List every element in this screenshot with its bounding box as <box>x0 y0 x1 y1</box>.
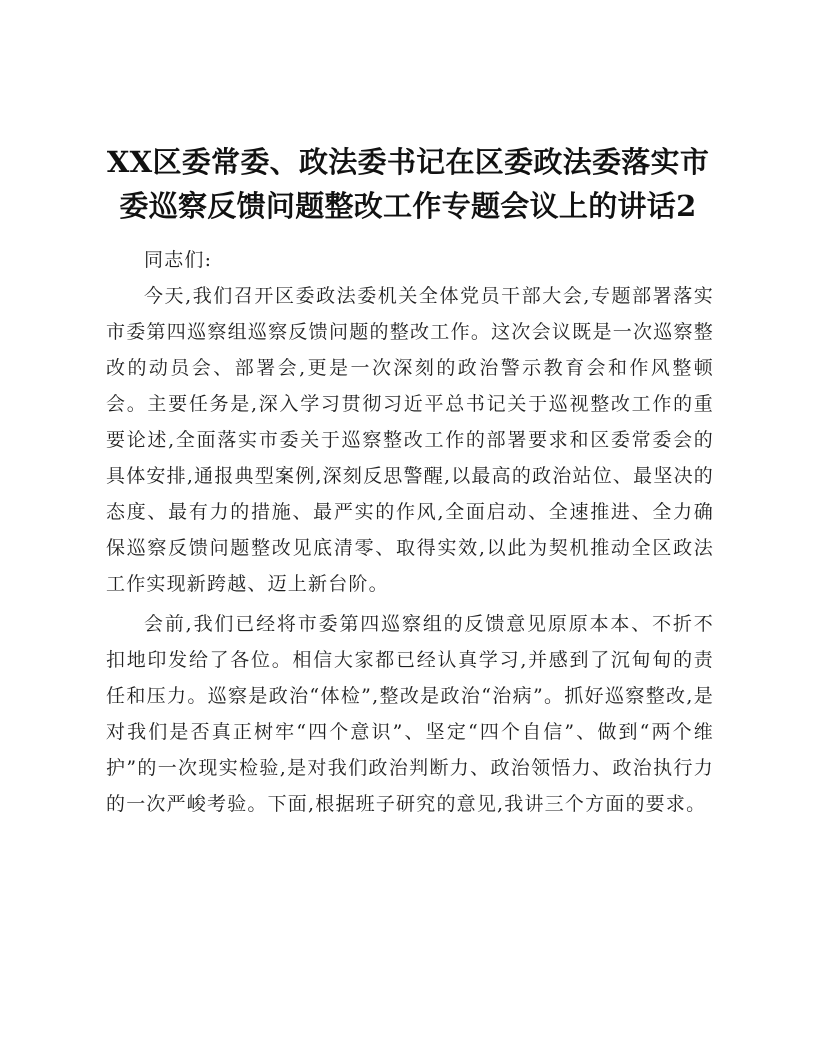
paragraph-1: 今天,我们召开区委政法委机关全体党员干部大会,专题部署落实市委第四巡察组巡察反馈问题的整改工作。这次会议既是一次巡察整改的动员会、部署会,更是一次深刻的政治警示教育会和作风整顿会。主要任务是,深入学习贯彻习近平总书记关于巡视整改工作的重要论述,全面落实市委关于巡察整改工作的部署要求和区委常委会的具体安排,通报典型案例,深刻反思警醒,以最高的政治站位、最坚决的态度、最有力的措施、最严实的作风,全面启动、全速推进、全力确保巡察反馈问题整改见底清零、取得实效,以此为契机推动全区政法工作实现新跨越、迈上新台阶。 <box>106 285 714 595</box>
title-line-1: XX区委常委、政法委书记在区委政法委落实市 <box>106 145 710 179</box>
document-body <box>106 242 714 822</box>
salutation: 同志们: <box>144 249 213 271</box>
paragraph-2: 会前,我们已经将市委第四巡察组的反馈意见原原本本、不折不扣地印发给了各位。相信大家都已经认真学习,并感到了沉甸甸的责任和压力。巡察是政治“体检”,整改是政治“治病”。抓好巡察整改,是对我们是否真正树牢“四个意识”、坚定“四个自信”、做到“两个维护”的一次现实检验,是对我们政治判断力、政治领悟力、政治执行力的一次严峻考验。下面,根据班子研究的意见,我讲三个方面的要求。 <box>106 613 714 815</box>
title-line-2: 委巡察反馈问题整改工作专题会议上的讲话2 <box>119 189 697 223</box>
document-title <box>96 140 720 228</box>
